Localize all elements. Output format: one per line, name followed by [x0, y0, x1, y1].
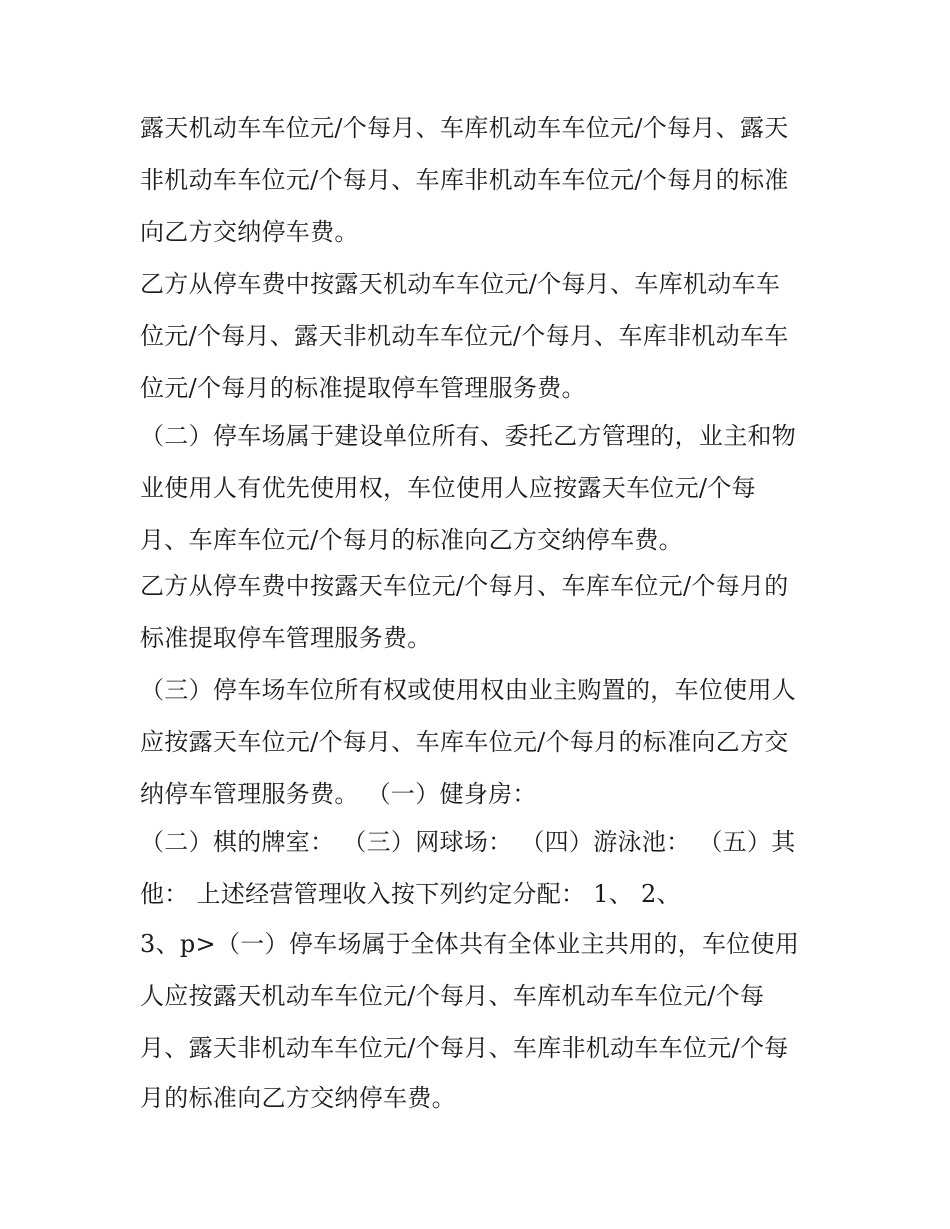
text-line: 他： 上述经营管理收入按下列约定分配： 1、 2、 [140, 880, 681, 908]
text-line: 位元/个每月的标准提取停车管理服务费。 [140, 374, 586, 402]
text-line: 标准提取停车管理服务费。 [140, 624, 432, 652]
text-line: 非机动车车位元/个每月、车库非机动车车位元/个每月的标准 [140, 166, 789, 194]
text-line: 乙方从停车费中按露天车位元/个每月、车库车位元/个每月的 [140, 572, 789, 600]
text-line: 业使用人有优先使用权，车位使用人应按露天车位元/个每 [140, 474, 756, 502]
text-line: 纳停车管理服务费。 （一）健身房： [140, 780, 537, 808]
text-line: 月、露天非机动车车位元/个每月、车库非机动车车位元/个每 [140, 1034, 789, 1062]
text-line: 人应按露天机动车车位元/个每月、车库机动车车位元/个每 [140, 982, 765, 1010]
text-line: 位元/个每月、露天非机动车车位元/个每月、车库非机动车车 [140, 322, 789, 350]
text-line: 乙方从停车费中按露天机动车车位元/个每月、车库机动车车 [140, 270, 781, 298]
text-line: 3、p>（一）停车场属于全体共有全体业主共用的，车位使用 [140, 930, 800, 958]
text-line: 月、车库车位元/个每月的标准向乙方交纳停车费。 [140, 526, 683, 554]
text-line: 应按露天车位元/个每月、车库车位元/个每月的标准向乙方交 [140, 728, 789, 756]
text-line: 露天机动车车位元/个每月、车库机动车车位元/个每月、露天 [140, 114, 789, 142]
text-line: 月的标准向乙方交纳停车费。 [140, 1084, 456, 1112]
text-line: （二）停车场属于建设单位所有、委托乙方管理的，业主和物 [140, 422, 797, 450]
text-line: 向乙方交纳停车费。 [140, 218, 359, 246]
text-line: （三）停车场车位所有权或使用权由业主购置的，车位使用人 [140, 676, 797, 704]
text-line: （二）棋的牌室： （三）网球场： （四）游泳池： （五）其 [140, 828, 796, 856]
